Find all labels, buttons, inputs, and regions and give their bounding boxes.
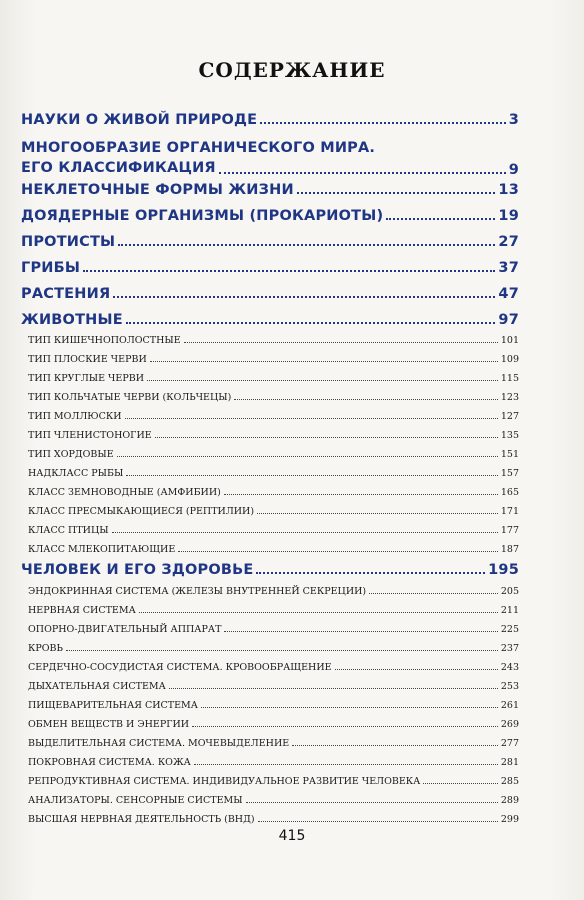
toc-subentry-page: 285	[500, 776, 519, 787]
toc-subentry-label: ТИП ПЛОСКИЕ ЧЕРВИ	[28, 354, 147, 365]
toc-entry[interactable]	[21, 234, 519, 250]
toc-entry[interactable]	[21, 312, 519, 328]
toc-subentry-page: 225	[500, 624, 519, 635]
toc-subentry[interactable]	[28, 757, 519, 768]
leader-dots	[292, 744, 498, 746]
toc-subentry-label: ДЫХАТЕЛЬНАЯ СИСТЕМА	[28, 681, 166, 692]
leader-dots	[66, 649, 498, 651]
toc-entry-page: 97	[498, 312, 519, 328]
leader-dots	[126, 321, 496, 324]
leader-dots	[83, 269, 495, 272]
toc-entry[interactable]	[21, 562, 519, 578]
toc-subentry-page: 115	[500, 373, 519, 384]
toc-subentry-label: ОБМЕН ВЕЩЕСТВ И ЭНЕРГИИ	[28, 719, 190, 730]
toc-subentry-page: 281	[500, 757, 519, 768]
toc-subentry-page: 237	[500, 643, 519, 654]
leader-dots	[194, 763, 498, 765]
toc-subentry-page: 261	[500, 700, 519, 711]
toc-subentry-label: ЭНДОКРИННАЯ СИСТЕМА (ЖЕЛЕЗЫ ВНУТРЕННЕЙ СЕКРЕЦИИ)	[28, 586, 367, 597]
leader-dots	[257, 512, 498, 514]
toc-subentry-label: ВЫСШАЯ НЕРВНАЯ ДЕЯТЕЛЬНОСТЬ (ВНД)	[28, 814, 255, 825]
leader-dots	[118, 243, 495, 246]
leader-dots	[297, 191, 496, 194]
toc-subentry-page: 253	[500, 681, 519, 692]
toc-entry-label: ЕГО КЛАССИФИКАЦИЯ	[21, 160, 216, 176]
leader-dots	[147, 379, 498, 381]
toc-subentry-label: ОПОРНО-ДВИГАТЕЛЬНЫЙ АППАРАТ	[28, 624, 222, 635]
toc-subentry-page: 171	[500, 506, 519, 517]
toc-entry-label: НАУКИ О ЖИВОЙ ПРИРОДЕ	[21, 112, 258, 128]
leader-dots	[117, 455, 498, 457]
page-title: СОДЕРЖАНИЕ	[198, 58, 386, 82]
toc-subentry-label: ПОКРОВНАЯ СИСТЕМА. КОЖА	[28, 757, 191, 768]
toc-entry[interactable]	[21, 182, 519, 198]
toc-subentry-label: АНАЛИЗАТОРЫ. СЕНСОРНЫЕ СИСТЕМЫ	[28, 795, 243, 806]
toc-subentry-label: ТИП КОЛЬЧАТЫЕ ЧЕРВИ (КОЛЬЧЕЦЫ)	[28, 392, 232, 403]
leader-dots	[155, 436, 498, 438]
toc-subentry-label: ТИП ЧЛЕНИСТОНОГИЕ	[28, 430, 152, 441]
leader-dots	[423, 782, 498, 784]
toc-subentry-label: КЛАСС ЗЕМНОВОДНЫЕ (АМФИБИИ)	[28, 487, 221, 498]
toc-subentry[interactable]	[28, 354, 519, 365]
toc-subentry-label: КЛАСС ПТИЦЫ	[28, 525, 109, 536]
toc-subentry-label: СЕРДЕЧНО-СОСУДИСТАЯ СИСТЕМА. КРОВООБРАЩЕНИЕ	[28, 662, 332, 673]
toc-subentry[interactable]	[28, 468, 519, 479]
toc-subentry-page: 177	[500, 525, 519, 536]
toc-subentry[interactable]	[28, 335, 519, 346]
leader-dots	[184, 341, 498, 343]
toc-subentry-label: ТИП КРУГЛЫЕ ЧЕРВИ	[28, 373, 144, 384]
toc-subentry-label: РЕПРОДУКТИВНАЯ СИСТЕМА. ИНДИВИДУАЛЬНОЕ РАЗВИТИЕ ЧЕЛОВЕКА	[28, 776, 421, 787]
toc-entry-label: ДОЯДЕРНЫЕ ОРГАНИЗМЫ (ПРОКАРИОТЫ)	[21, 208, 384, 224]
toc-subentry-label: ТИП КИШЕЧНОПОЛОСТНЫЕ	[28, 335, 181, 346]
toc-subentry[interactable]	[28, 681, 519, 692]
leader-dots	[126, 474, 498, 476]
leader-dots	[234, 398, 498, 400]
toc-subentry-page: 211	[500, 605, 519, 616]
leader-dots	[369, 592, 498, 594]
toc-subentry-label: ТИП МОЛЛЮСКИ	[28, 411, 122, 422]
toc-subentry[interactable]	[28, 738, 519, 749]
toc-subentry-page: 299	[500, 814, 519, 825]
leader-dots	[386, 217, 495, 220]
toc-subentry[interactable]	[28, 719, 519, 730]
toc-entry[interactable]	[21, 260, 519, 276]
toc-entry-page: 37	[498, 260, 519, 276]
toc-subentry[interactable]	[28, 776, 519, 787]
toc-subentry-label: КЛАСС МЛЕКОПИТАЮЩИЕ	[28, 544, 176, 555]
toc-subentry[interactable]	[28, 624, 519, 635]
toc-subentry-page: 123	[500, 392, 519, 403]
toc-subentry[interactable]	[28, 544, 519, 555]
leader-dots	[112, 531, 498, 533]
leader-dots	[224, 493, 498, 495]
toc-entry-page: 13	[498, 182, 519, 198]
leader-dots	[192, 725, 498, 727]
toc-subentry[interactable]	[28, 525, 519, 536]
leader-dots	[224, 630, 497, 632]
toc-subentry[interactable]	[28, 487, 519, 498]
toc-entry-label: ГРИБЫ	[21, 260, 81, 276]
toc-entry-label: НЕКЛЕТОЧНЫЕ ФОРМЫ ЖИЗНИ	[21, 182, 294, 198]
toc-subentry-page: 151	[500, 449, 519, 460]
toc-subentry-label: НАДКЛАСС РЫБЫ	[28, 468, 124, 479]
toc-entry-label: РАСТЕНИЯ	[21, 286, 111, 302]
toc-subentry-page: 165	[500, 487, 519, 498]
toc-entry-page: 19	[498, 208, 519, 224]
toc-subentry-page: 109	[500, 354, 519, 365]
toc-subentry-label: ВЫДЕЛИТЕЛЬНАЯ СИСТЕМА. МОЧЕВЫДЕЛЕНИЕ	[28, 738, 290, 749]
toc-subentry-page: 243	[500, 662, 519, 673]
toc-subentry-page: 127	[500, 411, 519, 422]
leader-dots	[256, 571, 485, 574]
leader-dots	[246, 801, 498, 803]
toc-entry-label: ПРОТИСТЫ	[21, 234, 116, 250]
toc-subentry[interactable]	[28, 795, 519, 806]
toc-subentry-label: КРОВЬ	[28, 643, 63, 654]
toc-entry-page: 27	[498, 234, 519, 250]
toc-subentry[interactable]	[28, 430, 519, 441]
toc-entry-page: 47	[498, 286, 519, 302]
toc-entry-page: 9	[508, 162, 519, 178]
toc-entry[interactable]	[21, 112, 519, 128]
toc-subentry[interactable]	[28, 586, 519, 597]
toc-subentry[interactable]	[28, 449, 519, 460]
toc-subentry-label: ПИЩЕВАРИТЕЛЬНАЯ СИСТЕМА	[28, 700, 198, 711]
leader-dots	[150, 360, 498, 362]
leader-dots	[258, 820, 498, 822]
page-number: 415	[278, 828, 306, 844]
leader-dots	[125, 417, 498, 419]
leader-dots	[335, 668, 498, 670]
toc-subentry[interactable]	[28, 662, 519, 673]
toc-subentry[interactable]	[28, 643, 519, 654]
leader-dots	[219, 171, 506, 174]
toc-subentry-label: ТИП ХОРДОВЫЕ	[28, 449, 114, 460]
leader-dots	[178, 550, 498, 552]
toc-subentry[interactable]	[28, 411, 519, 422]
toc-entry[interactable]	[21, 286, 519, 302]
leader-dots	[113, 295, 495, 298]
toc-entry-label: ЖИВОТНЫЕ	[21, 312, 123, 328]
toc-subentry-page: 135	[500, 430, 519, 441]
toc-subentry[interactable]	[28, 605, 519, 616]
toc-entry-label-line1: МНОГООБРАЗИЕ ОРГАНИЧЕСКОГО МИРА.	[21, 140, 376, 156]
leader-dots	[260, 121, 505, 124]
toc-subentry-page: 101	[500, 335, 519, 346]
toc-subentry-page: 269	[500, 719, 519, 730]
toc-subentry-label: НЕРВНАЯ СИСТЕМА	[28, 605, 136, 616]
toc-entry[interactable]	[21, 208, 519, 224]
leader-dots	[169, 687, 498, 689]
toc-entry[interactable]	[21, 138, 519, 178]
toc-subentry[interactable]	[28, 392, 519, 403]
toc-subentry[interactable]	[28, 373, 519, 384]
toc-subentry[interactable]	[28, 700, 519, 711]
toc-subentry-page: 157	[500, 468, 519, 479]
toc-subentry-page: 277	[500, 738, 519, 749]
toc-subentry-page: 289	[500, 795, 519, 806]
leader-dots	[139, 611, 498, 613]
toc-entry-page: 195	[488, 562, 519, 578]
toc-entry-label: ЧЕЛОВЕК И ЕГО ЗДОРОВЬЕ	[21, 562, 254, 578]
toc-subentry-label: КЛАСС ПРЕСМЫКАЮЩИЕСЯ (РЕПТИЛИИ)	[28, 506, 255, 517]
toc-subentry[interactable]	[28, 506, 519, 517]
toc-entry-page: 3	[508, 112, 519, 128]
toc-subentry-page: 187	[500, 544, 519, 555]
toc-subentry-page: 205	[500, 586, 519, 597]
toc-subentry[interactable]	[28, 814, 519, 825]
leader-dots	[201, 706, 498, 708]
